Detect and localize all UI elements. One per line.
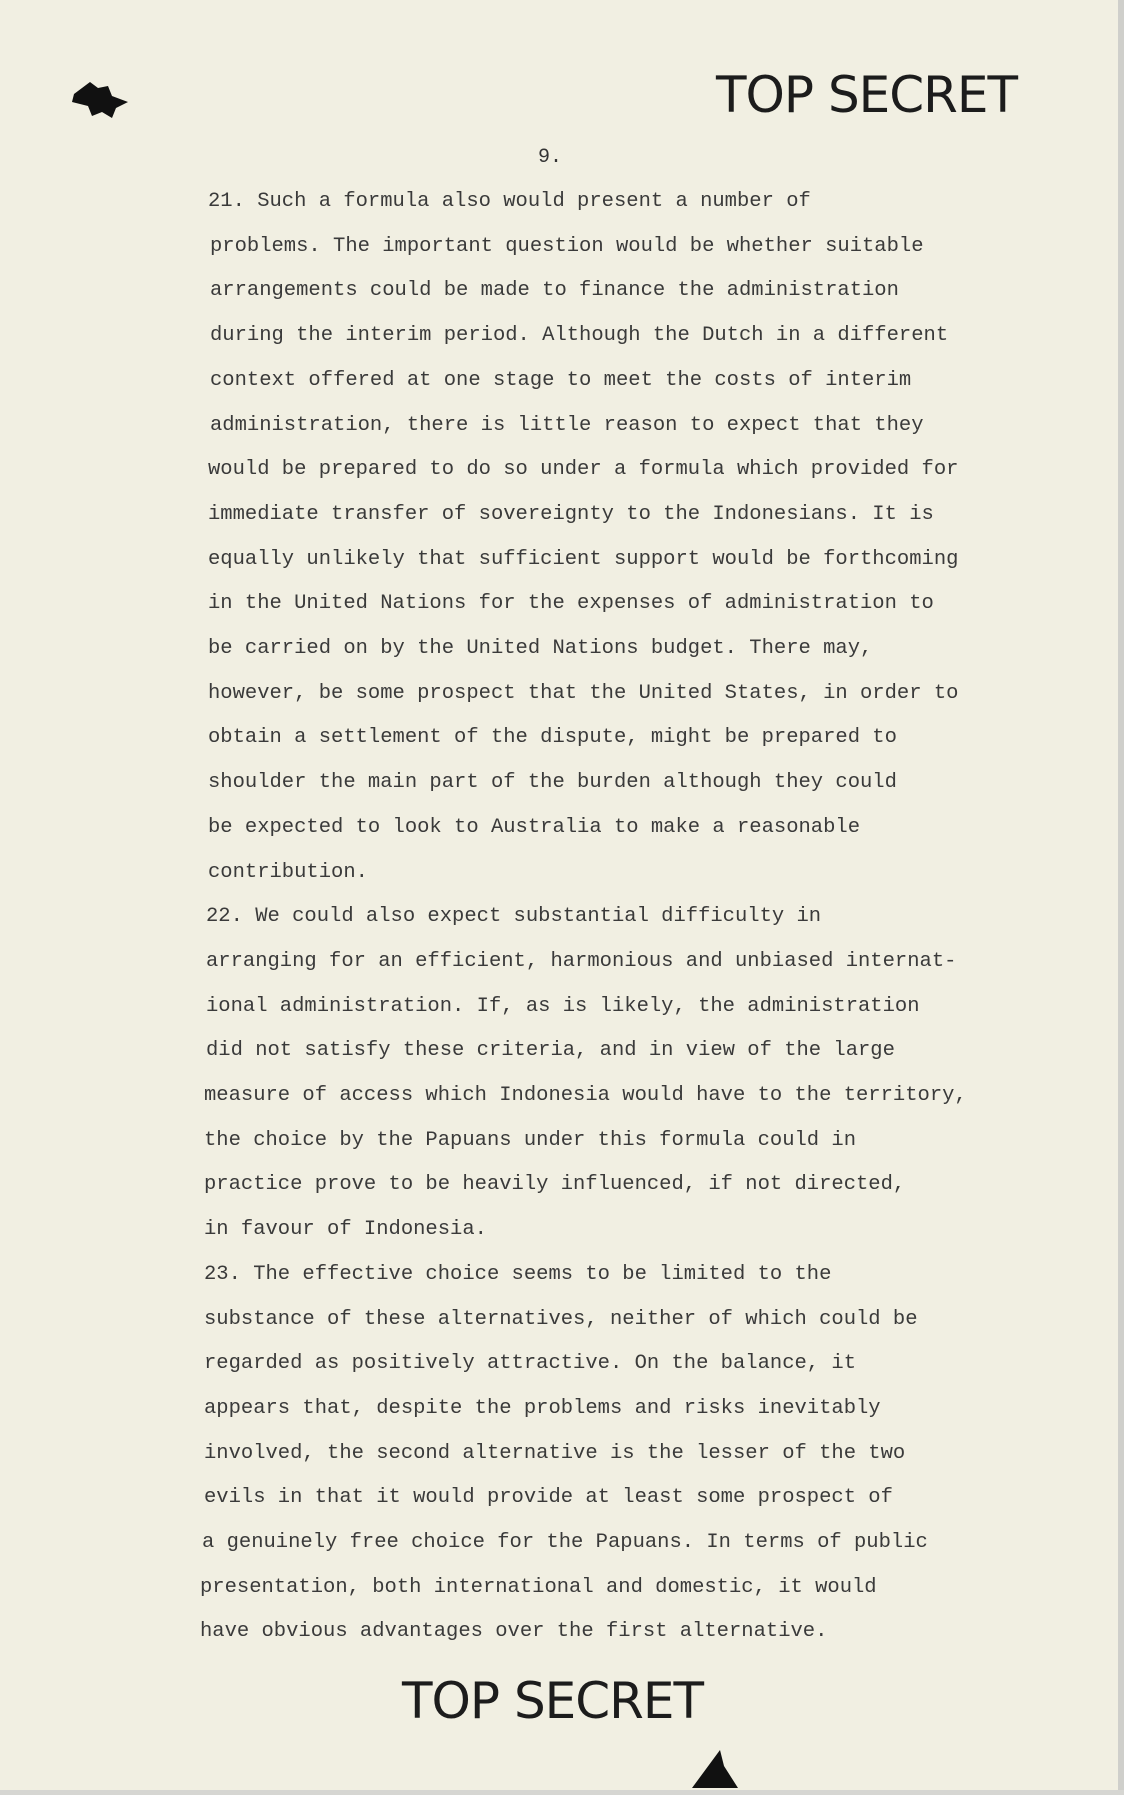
text-line: appears that, despite the problems and risks inevitably [204,1396,881,1420]
text-line: evils in that it would provide at least some prospect of [204,1486,893,1510]
classification-stamp-bottom: TOP SECRET [402,1672,704,1730]
text-line: involved, the second alternative is the lesser of the two [204,1441,906,1465]
text-line: have obvious advantages over the first alternative. [200,1620,828,1644]
text-line: substance of these alternatives, neither of which could be [204,1307,918,1331]
text-line: measure of access which Indonesia would have to the territory, [204,1084,967,1107]
text-line: shoulder the main part of the burden although they could [208,771,897,795]
text-line: practice prove to be heavily influenced, if not directed, [204,1173,906,1197]
text-line: obtain a settlement of the dispute, might be prepared to [208,726,897,750]
text-line: immediate transfer of sovereignty to the Indonesians. It is [208,502,934,526]
text-line: 21. Such a formula also would present a number of [208,190,811,213]
ink-mark-icon [690,1748,740,1795]
text-line: ional administration. If, as is likely, the administration [206,994,920,1018]
text-line: the choice by the Papuans under this formula could in [204,1128,857,1152]
text-line: 23. The effective choice seems to be limited to the [204,1262,832,1286]
text-line: equally unlikely that sufficient support would be forthcoming [208,547,959,571]
text-line: however, be some prospect that the United States, in order to [208,681,959,705]
page-number: 9. [538,146,563,169]
text-line: in favour of Indonesia. [204,1218,487,1242]
text-line: would be prepared to do so under a formula which provided for [208,458,959,482]
classification-stamp-top: TOP SECRET [716,66,1018,124]
text-line: problems. The important question would be whether suitable [210,234,924,258]
text-line: presentation, both international and domestic, it would [200,1575,877,1599]
text-line: did not satisfy these criteria, and in view of the large [206,1039,895,1063]
text-line: be expected to look to Australia to make a reasonable [208,815,861,839]
text-line: contribution. [208,860,368,884]
text-line: arrangements could be made to finance the administration [210,279,899,303]
text-line: administration, there is little reason to expect that they [210,413,924,437]
text-line: regarded as positively attractive. On the balance, it [204,1352,857,1376]
text-line: in the United Nations for the expenses of administration to [208,592,934,616]
text-line: a genuinely free choice for the Papuans. In terms of public [202,1531,928,1554]
text-line: 22. We could also expect substantial difficulty in [206,905,822,929]
page-edge [1118,0,1124,1790]
ink-blot-icon [68,76,132,129]
text-line: be carried on by the United Nations budget. There may, [208,637,873,660]
text-line: context offered at one stage to meet the costs of interim [210,368,912,392]
text-line: arranging for an efficient, harmonious and unbiased internat- [206,949,957,973]
text-line: during the interim period. Although the Dutch in a different [210,324,949,348]
